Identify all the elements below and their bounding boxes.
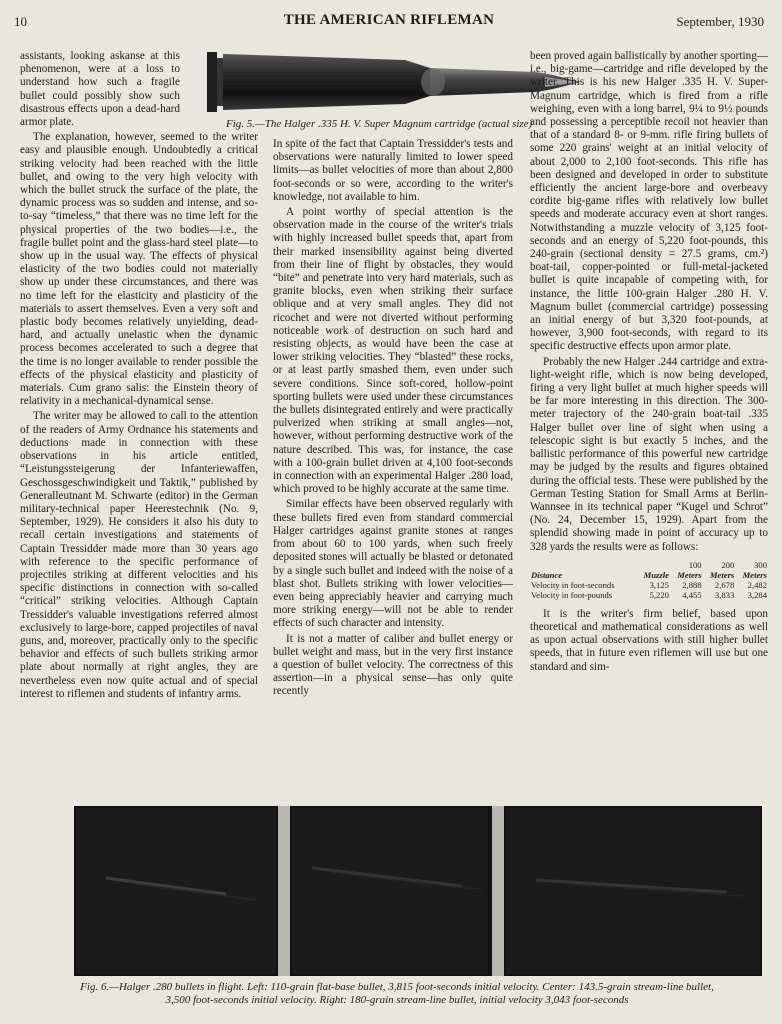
paragraph: A point worthy of special attention is the observation made in the course of the writer's trials with highly increased bullet speeds that, apart from their marked insensibility against being diverted from their line of flight by obstacles, they would “bite” and penetrate into very hard materials, such as granite blocks, even when striking their surface oblique and at very small angles. They did not ricochet and were not diverted without performing noticeable work of destruction on such hard and resisting objects, as would have been the case at lower striking velocities. They “blasted” these rocks, or at least partly smashed them, even under such severe conditions. Since soft-cored, hollow-point sporting bullets were used under these circumstances the bullets disintegrated entirely and were practically pulverized when striking at small angles—not, however, without performing destructive work of the nature described. This was, for instance, the case with a 100-grain bullet driven at 4,100 foot-seconds in connection with an experimental Halger .280 load, which proved to be highly accurate at the same time.	[273, 206, 513, 496]
table-header-cell: 200	[721, 559, 735, 570]
fig6-caption: Fig. 6.—Halger .280 bullets in flight. Left: 110-grain flat-base bullet, 3,815 foot-seconds initial velocity. Center: 143.5-grain stream-line bullet, 3,500 foot-seconds initial velocity. Right: 180-grain stream-line bullet, initial velocity 3,043 foot-seconds	[80, 981, 714, 1006]
paragraph: been proved again ballistically by another sporting—i.e., big-game—cartridge and rifle developed by the writer. This is his new Halger .335 H. V. Super-Magnum cartridge, which is fired from a rifle weighing, even with a long barrel, 9¼ to 9½ pounds and possessing a perceptible recoil not heavier than that of a standard 8- or 9-mm. rifle firing bullets of some 220 grains' weight at an initial velocity of about 2,000 to 2,100 foot-seconds. This rifle has been designed and developed in order to substitute efficiently the ancient large-bore and overbeavy cordite big-game rifles with relatively low bullet speeds and moderate accuracy even at short ranges. Notwithstanding a muzzle velocity of 3,125 foot-seconds and an energy of 5,220 foot-pounds, this 240-grain (sectional density = 27.5 grams, cm.²) boat-tail, copper-pointed or full-metal-jacketed bullet is quite incapable of competing with, for instance, the little 100-grain Halger .280 H. V. Magnum bullet (commercial cartridge) possessing an initial energy of but 3,320 foot-pounds, at however, 3,900 foot-seconds, with regard to its specific destructive effects upon armor plate.	[530, 50, 768, 353]
paragraph: It is the writer's firm belief, based upon theoretical and mathematical considerations as well as upon actual observations with still higher bullet speeds, that in future even riflemen will use but one standard and sim-	[530, 607, 768, 673]
bullet-trace-right	[506, 808, 760, 974]
table-row	[530, 570, 768, 580]
table-header-cell: Meters	[742, 569, 767, 580]
photo-right-panel	[506, 808, 760, 974]
bullet-flight-photographs	[74, 806, 762, 976]
table-row	[530, 560, 768, 570]
table-header-cell: Meters	[677, 569, 702, 580]
photo-center-panel	[292, 808, 488, 974]
table-header-cell: Distance	[531, 569, 563, 580]
paragraph: The explanation, however, seemed to the writer easy and plausible enough. Undoubtedly a critical striking velocity had been reached with the little bullet, and owing to the very high velocity with which the bullet struck the surface of the plate, the dynamic process was so sudden and intense, and so-to-say “timeless,” that there was no time left for the physical properties of the two bodies—i.e., the fragile bullet point and the glass-hard steel plate—to show up in the usual way. The effects of physical elasticity of the two bodies could not materially show up under these circumstances, and there was no time left for the elasticity and plasticity of the materials to assert themselves. Even a very soft and plastic body becomes relatively unyielding, dead-hard, and actually unelastic when the dynamic process becomes accelerated to such a degree that the time is no longer available to render possible the effects of the physical elasticity and plasticity of materials. Cum grano salis: the Einstein theory of relativity in a mechanical-dynamical sense.	[20, 131, 258, 408]
velocity-table	[530, 560, 768, 600]
table-header-cell: 100	[688, 559, 702, 570]
paragraph: In spite of the fact that Captain Tressidder's tests and observations were naturally limited to lower speed limits—as bullet velocities of more than about 2,800 foot-seconds or so were, according to the writer's knowledge, not available to him.	[273, 138, 513, 203]
column-2	[273, 138, 513, 699]
table-header-cell	[530, 560, 636, 570]
table-header-cell: Muzzle	[643, 569, 669, 580]
paragraph: Similar effects have been observed regularly with these bullets fired even from standard commercial Halger cartridges against granite stones at ranges from about 60 to 100 yards, when such freely deposited stones will actually be blasted or detonated by a single such bullet and indeed with the noise of a blast shot. Bullets striking with lower velocities—even being appreciably heavier and carrying much more striking energy—will not be able to render effects of such character and intensity.	[273, 498, 513, 630]
column-1	[20, 50, 258, 701]
photo-divider	[278, 806, 290, 976]
page-header	[14, 14, 764, 34]
fig5-caption: Fig. 5.—The Halger .335 H. V. Super Magnum cartridge (actual size)	[226, 118, 533, 130]
table-cell: 4,455	[682, 589, 702, 600]
bullet-trace-center	[292, 808, 488, 974]
paragraph: It is not a matter of caliber and bullet energy or bullet weight and mass, but in the very first instance a question of bullet velocity. The correctness of this assertion—in a physical sense—has only quite recently	[273, 632, 513, 698]
table-header-cell: Meters	[709, 569, 735, 580]
table-cell: 2,888	[682, 579, 702, 590]
table-row	[530, 590, 768, 600]
table-header-cell: 300	[754, 559, 767, 570]
column-3	[530, 50, 768, 674]
paragraph: Probably the new Halger .244 cartridge and extra-light-weight rifle, which is now being developed, firing a very light bullet at much higher speeds will be far more interesting in this direction. The 300-meter trajectory of the 240-grain boat-tail .335 Halger bullet over line of sight when using a telescopic sight is but exactly 5 inches, and the ballistic performance of this powerful new cartridge may be judged by the results and figures obtained during the official tests. These were published by the German Testing Station for Small Arms at Berlin-Wannsee in its technical paper “Kugel und Schrot” (No. 24, December 15, 1929). Apart from the splendid showing made in point of accuracy up to 328 yards the results were as follows:	[530, 355, 768, 553]
table-cell: Velocity in foot-seconds	[531, 579, 615, 590]
photo-divider	[492, 806, 504, 976]
magazine-title: THE AMERICAN RIFLEMAN	[283, 12, 495, 28]
table-cell: 3,125	[649, 579, 669, 590]
table-cell: 3,833	[714, 589, 735, 600]
table-cell: 3,284	[747, 589, 767, 600]
table-cell: 2,678	[714, 579, 735, 590]
paragraph: The writer may be allowed to call to the attention of the readers of Army Ordnance his statements and deductions made in connection with these observations in his article entitled, “Leistungssteigerung der Infanteriewaffen, Geschossgeschwindigkeit und Taktik,” published by Generalleutnant M. Schwarte (editor) in the German military-technical paper Heerestechnik (No. 9, September, 1929). He considers it also his duty to recall certain investigations and statements of Captain Tressidder made more than 30 years ago with reference to the specific performance of projectiles striking at different velocities and his specific distinctions in connection with so-called “critical” striking velocities. Although Captain Tressidder's valuable investigations referred almost exclusively to large-bore, capped projectiles of naval guns, and, moreover, practically only to the specific behavior and effects of such bullets striking armor plate about normally at right angles, they are nevertheless even now quite actual and of special interest to riflemen and students of infantry arms.	[20, 410, 258, 700]
issue-date: September, 1930	[676, 14, 764, 29]
table-cell: 2,482	[747, 579, 767, 590]
table-cell: Velocity in foot-pounds	[531, 589, 613, 600]
bullet-trace-left	[76, 808, 276, 974]
table-cell: 5,220	[649, 589, 669, 600]
paragraph: assistants, looking askanse at this phenomenon, were at a loss to understand how such a fragile bullet could possibly show such disastrous effects upon a dead-hard armor plate.	[20, 50, 180, 129]
page-number: 10	[14, 14, 27, 29]
photo-left-panel	[76, 808, 276, 974]
table-row	[530, 580, 768, 590]
